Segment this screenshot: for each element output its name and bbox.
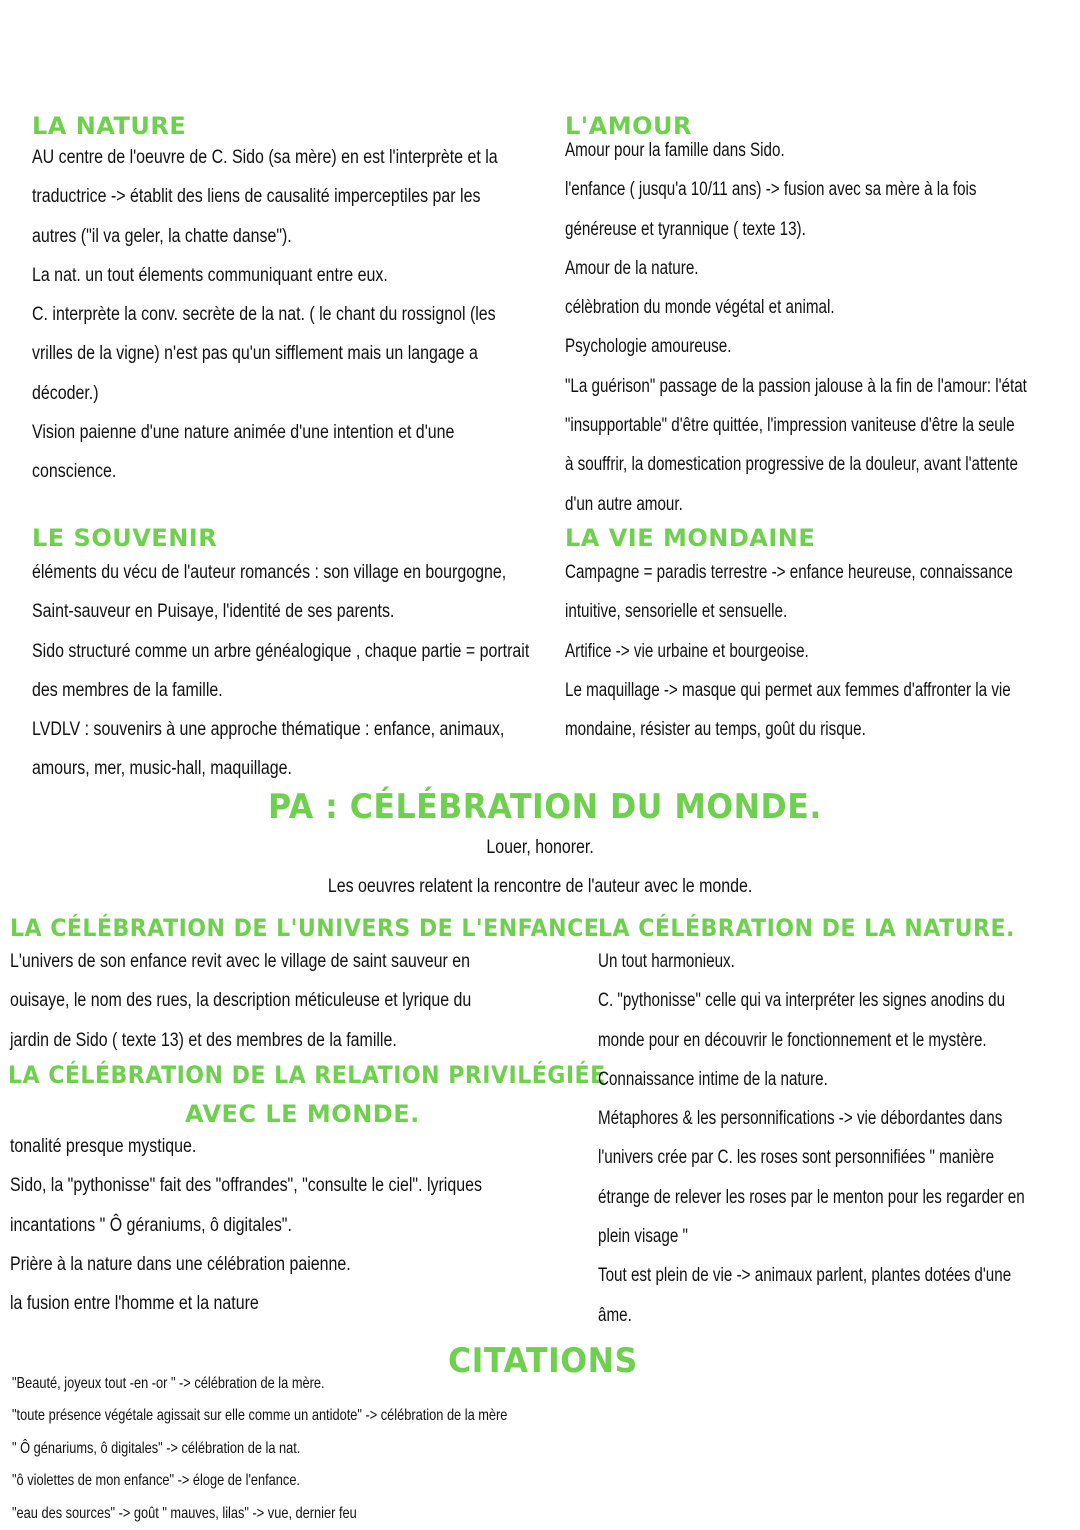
text-line: traductrice -> établit des liens de causalité imperceptiles par les — [32, 186, 481, 208]
text-line: Tout est plein de vie -> animaux parlent, plantes dotées d'une — [598, 1265, 1012, 1287]
text-line: à souffrir, la domestication progressive de la douleur, avant l'attente — [565, 454, 1018, 476]
text-line: conscience. — [32, 461, 117, 483]
text-line: Psychologie amoureuse. — [565, 336, 732, 358]
section-body-relation — [10, 1127, 482, 1323]
text-line: Vision paienne d'une nature animée d'une intention et d'une — [32, 422, 455, 444]
section-title-nature: LA NATURE — [32, 112, 187, 140]
text-line: C. "pythonisse" celle qui va interpréter les signes anodins du — [598, 990, 1006, 1012]
text-line: Le maquillage -> masque qui permet aux femmes d'affronter la vie — [565, 679, 1011, 701]
text-line: célèbration du monde végétal et animal. — [565, 297, 835, 319]
text-line: ouisaye, le nom des rues, la description méticuleuse et lyrique du — [10, 990, 472, 1012]
text-line: autres ("il va geler, la chatte danse"). — [32, 225, 292, 247]
text-line: Connaissance intime de la nature. — [598, 1068, 828, 1090]
quote-line: "ô violettes de mon enfance" -> éloge de l'enfance. — [12, 1472, 300, 1490]
section-title-relation-line2: AVEC LE MONDE. — [185, 1100, 420, 1128]
text-line: tonalité presque mystique. — [10, 1136, 197, 1157]
text-line: des membres de la famille. — [32, 679, 223, 701]
section-title-relation: LA CÉLÉBRATION DE LA RELATION PRIVILÉGIÉE — [8, 1061, 606, 1089]
text-line: La nat. un tout élements communiquant entre eux. — [32, 264, 388, 286]
text-line: d'un autre amour. — [565, 493, 683, 515]
text-line: Sido structuré comme un arbre généalogique , chaque partie = portrait — [32, 640, 530, 662]
text-line: jardin de Sido ( texte 13) et des membres de la famille. — [10, 1029, 397, 1051]
section-body-amour — [565, 131, 1027, 524]
section-title-amour: L'AMOUR — [565, 112, 692, 140]
text-line: généreuse et tyrannique ( texte 13). — [565, 218, 806, 240]
main-title: PA : CÉLÉBRATION DU MONDE. — [268, 787, 822, 827]
text-line: Les oeuvres relatent la rencontre de l'auteur avec le monde. — [327, 876, 753, 898]
text-line: la fusion entre l'homme et la nature — [10, 1293, 259, 1315]
section-body-celebration-nature — [598, 942, 1025, 1335]
section-title-celebration-nature: LA CÉLÉBRATION DE LA NATURE. — [598, 914, 1015, 942]
text-line: Amour pour la famille dans Sido. — [565, 140, 785, 161]
text-line: "La guérison" passage de la passion jalouse à la fin de l'amour: l'état — [565, 375, 1027, 397]
text-line: plein visage " — [598, 1226, 688, 1248]
text-line: vrilles de la vigne) n'est pas qu'un sifflement mais un langage a — [32, 343, 478, 365]
text-line: étrange de relever les roses par le menton pour les regarder en — [598, 1186, 1025, 1208]
text-line: mondaine, résister au temps, goût du risque. — [565, 719, 866, 741]
section-title-enfance: LA CÉLÉBRATION DE L'UNIVERS DE L'ENFANCE. — [10, 914, 609, 942]
main-subtitle — [0, 828, 1080, 907]
quote-line: "eau des sources" -> goût " mauves, lilas" -> vue, dernier feu — [12, 1504, 357, 1522]
citations-list — [12, 1368, 507, 1530]
quote-line: "Beauté, joyeux tout -en -or " -> célébration de la mère. — [12, 1375, 325, 1392]
text-line: l'enfance ( jusqu'a 10/11 ans) -> fusion avec sa mère à la fois — [565, 179, 977, 201]
text-line: incantations " Ô géraniums, ô digitales". — [10, 1214, 292, 1236]
text-line: décoder.) — [32, 382, 99, 404]
quote-line: " Ô génariums, ô digitales" -> célébration de la nat. — [12, 1439, 301, 1457]
text-line: âme. — [598, 1304, 632, 1326]
text-line: Amour de la nature. — [565, 257, 699, 279]
text-line: Prière à la nature dans une célébration paienne. — [10, 1253, 351, 1275]
section-body-nature — [32, 138, 498, 492]
quote-line: "toute présence végétale agissait sur elle comme un antidote" -> célébration de la mère — [12, 1407, 508, 1425]
section-body-enfance — [10, 942, 471, 1060]
text-line: éléments du vécu de l'auteur romancés : son village en bourgogne, — [32, 562, 507, 583]
text-line: l'univers crée par C. les roses sont personnifiées " manière — [598, 1147, 995, 1169]
text-line: Artifice -> vie urbaine et bourgeoise. — [565, 640, 809, 662]
text-line: amours, mer, music-hall, maquillage. — [32, 758, 292, 780]
section-title-souvenir: LE SOUVENIR — [32, 524, 218, 552]
section-body-vie-mondaine — [565, 553, 1013, 749]
text-line: Métaphores & les personnifications -> vie débordantes dans — [598, 1108, 1003, 1130]
text-line: C. interprète la conv. secrète de la nat. ( le chant du rossignol (les — [32, 304, 496, 326]
section-title-vie-mondaine: LA VIE MONDAINE — [565, 524, 816, 552]
text-line: Louer, honorer. — [486, 837, 594, 858]
text-line: Campagne = paradis terrestre -> enfance heureuse, connaissance — [565, 562, 1013, 583]
text-line: Sido, la "pythonisse" fait des "offrandes", "consulte le ciel". lyriques — [10, 1175, 482, 1197]
text-line: monde pour en découvrir le fonctionnement et le mystère. — [598, 1029, 987, 1051]
text-line: intuitive, sensorielle et sensuelle. — [565, 601, 788, 623]
section-body-souvenir — [32, 553, 529, 789]
text-line: LVDLV : souvenirs à une approche thématique : enfance, animaux, — [32, 719, 505, 741]
text-line: AU centre de l'oeuvre de C. Sido (sa mère) en est l'interprète et la — [32, 147, 498, 168]
citations-title: CITATIONS — [448, 1341, 638, 1381]
text-line: "insupportable" d'être quittée, l'impression vaniteuse d'être la seule — [565, 415, 1015, 437]
text-line: Saint-sauveur en Puisaye, l'identité de ses parents. — [32, 601, 395, 623]
text-line: Un tout harmonieux. — [598, 951, 735, 972]
text-line: L'univers de son enfance revit avec le village de saint sauveur en — [10, 951, 470, 972]
